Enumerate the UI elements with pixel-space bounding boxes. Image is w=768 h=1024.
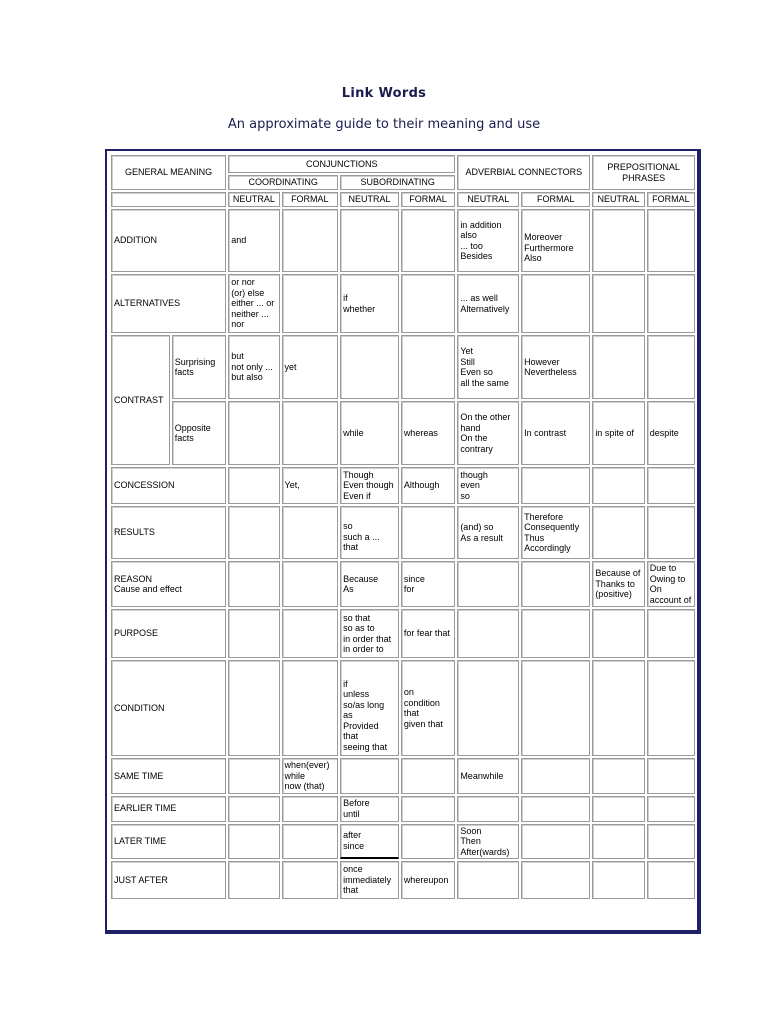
cell-prep-formal: despite xyxy=(647,401,695,465)
cell-sub-neutral: while xyxy=(340,401,399,465)
row-label-purpose: PURPOSE xyxy=(111,609,226,658)
cell-prep-formal xyxy=(647,467,695,504)
header-general-meaning: GENERAL MEANING xyxy=(111,155,226,190)
cell-coord-formal: Yet, xyxy=(282,467,339,504)
cell-prep-neutral xyxy=(592,335,644,399)
cell-sub-neutral xyxy=(340,335,399,399)
cell-prep-formal xyxy=(647,274,695,333)
cell-adv-neutral: Soon Then After(wards) xyxy=(457,824,519,860)
header-neutral: NEUTRAL xyxy=(228,192,279,207)
cell-adv-neutral xyxy=(457,796,519,822)
cell-adv-neutral: Meanwhile xyxy=(457,758,519,794)
header-adverbial-connectors: ADVERBIAL CONNECTORS xyxy=(457,155,590,190)
table-row xyxy=(111,660,695,756)
table-row xyxy=(111,609,695,658)
cell-sub-formal xyxy=(401,335,456,399)
row-label-contrast: CONTRAST xyxy=(111,335,170,465)
cell-sub-neutral: Because As xyxy=(340,561,399,607)
cell-sub-neutral: so that so as to in order that in order to xyxy=(340,609,399,658)
cell-sub-formal: Although xyxy=(401,467,456,504)
cell-adv-neutral: ... as well Alternatively xyxy=(457,274,519,333)
cell-sub-neutral: Though Even though Even if xyxy=(340,467,399,504)
cell-coord-neutral xyxy=(228,561,279,607)
cell-sub-formal xyxy=(401,758,456,794)
cell-adv-formal: Therefore Consequently Thus Accordingly xyxy=(521,506,590,559)
cell-coord-neutral xyxy=(228,796,279,822)
table-row xyxy=(111,209,695,272)
cell-sub-neutral: after since xyxy=(340,824,399,860)
cell-coord-formal xyxy=(282,861,339,899)
cell-coord-neutral xyxy=(228,506,279,559)
cell-coord-neutral xyxy=(228,758,279,794)
header-neutral: NEUTRAL xyxy=(340,192,399,207)
cell-sub-formal xyxy=(401,209,456,272)
cell-coord-neutral: or nor (or) else either ... or neither ... nor xyxy=(228,274,279,333)
row-label-results: RESULTS xyxy=(111,506,226,559)
cell-prep-neutral xyxy=(592,209,644,272)
table-row xyxy=(111,335,695,399)
table-row xyxy=(111,274,695,333)
cell-prep-neutral xyxy=(592,796,644,822)
cell-coord-neutral xyxy=(228,401,279,465)
cell-adv-formal: However Nevertheless xyxy=(521,335,590,399)
header-formal: FORMAL xyxy=(282,192,339,207)
cell-sub-neutral: so such a ... that xyxy=(340,506,399,559)
cell-prep-neutral: in spite of xyxy=(592,401,644,465)
cell-sub-formal: whereas xyxy=(401,401,456,465)
cell-sub-formal: whereupon xyxy=(401,861,456,899)
link-words-table-frame xyxy=(105,149,701,934)
cell-coord-formal: when(ever) while now (that) xyxy=(282,758,339,794)
cell-prep-formal xyxy=(647,660,695,756)
cell-coord-neutral xyxy=(228,824,279,860)
table-row xyxy=(111,561,695,607)
cell-adv-neutral: (and) so As a result xyxy=(457,506,519,559)
cell-adv-neutral xyxy=(457,609,519,658)
header-formal: FORMAL xyxy=(401,192,456,207)
table-row xyxy=(111,861,695,899)
cell-prep-neutral xyxy=(592,274,644,333)
cell-prep-neutral xyxy=(592,824,644,860)
cell-adv-formal xyxy=(521,861,590,899)
cell-adv-formal xyxy=(521,561,590,607)
row-label-reason: REASON Cause and effect xyxy=(111,561,226,607)
cell-adv-formal xyxy=(521,796,590,822)
cell-adv-formal xyxy=(521,660,590,756)
cell-adv-neutral xyxy=(457,660,519,756)
cell-coord-neutral xyxy=(228,467,279,504)
cell-adv-neutral xyxy=(457,561,519,607)
cell-prep-formal xyxy=(647,209,695,272)
cell-adv-formal: Moreover Furthermore Also xyxy=(521,209,590,272)
cell-sub-neutral: Before until xyxy=(340,796,399,822)
cell-prep-neutral xyxy=(592,609,644,658)
header-neutral: NEUTRAL xyxy=(457,192,519,207)
header-neutral: NEUTRAL xyxy=(592,192,644,207)
cell-adv-neutral: On the other hand On the contrary xyxy=(457,401,519,465)
cell-sub-neutral xyxy=(340,758,399,794)
cell-prep-formal xyxy=(647,796,695,822)
cell-sub-neutral xyxy=(340,209,399,272)
cell-sub-neutral: if whether xyxy=(340,274,399,333)
cell-prep-formal xyxy=(647,609,695,658)
table-row xyxy=(111,401,695,465)
cell-adv-neutral: Yet Still Even so all the same xyxy=(457,335,519,399)
cell-sub-formal: on condition that given that xyxy=(401,660,456,756)
cell-sub-formal: since for xyxy=(401,561,456,607)
cell-prep-neutral xyxy=(592,758,644,794)
cell-prep-formal xyxy=(647,506,695,559)
cell-prep-neutral xyxy=(592,861,644,899)
header-blank xyxy=(111,192,226,207)
table-row xyxy=(111,467,695,504)
cell-prep-formal xyxy=(647,861,695,899)
cell-adv-formal xyxy=(521,824,590,860)
link-words-table xyxy=(109,153,697,901)
row-label-condition: CONDITION xyxy=(111,660,226,756)
cell-coord-neutral: but not only ... but also xyxy=(228,335,279,399)
cell-coord-neutral xyxy=(228,660,279,756)
header-formal: FORMAL xyxy=(521,192,590,207)
row-sublabel-surprising-facts: Surprising facts xyxy=(172,335,227,399)
cell-prep-formal xyxy=(647,335,695,399)
cell-sub-formal xyxy=(401,796,456,822)
row-label-concession: CONCESSION xyxy=(111,467,226,504)
header-prepositional-phrases: PREPOSITIONAL PHRASES xyxy=(592,155,695,190)
cell-prep-neutral: Because of Thanks to (positive) xyxy=(592,561,644,607)
table-row xyxy=(111,506,695,559)
cell-coord-formal xyxy=(282,274,339,333)
cell-prep-neutral xyxy=(592,660,644,756)
cell-adv-neutral: though even so xyxy=(457,467,519,504)
cell-adv-formal xyxy=(521,467,590,504)
table-row xyxy=(111,824,695,860)
cell-prep-formal xyxy=(647,824,695,860)
cell-coord-formal xyxy=(282,401,339,465)
row-label-same-time: SAME TIME xyxy=(111,758,226,794)
cell-prep-neutral xyxy=(592,467,644,504)
row-label-earlier-time: EARLIER TIME xyxy=(111,796,226,822)
cell-coord-formal xyxy=(282,660,339,756)
cell-adv-formal: In contrast xyxy=(521,401,590,465)
header-formal: FORMAL xyxy=(647,192,695,207)
cell-sub-neutral: if unless so/as long as Provided that seeing that xyxy=(340,660,399,756)
cell-sub-neutral: once immediately that xyxy=(340,861,399,899)
cell-coord-formal xyxy=(282,209,339,272)
cell-coord-neutral xyxy=(228,609,279,658)
cell-coord-formal xyxy=(282,506,339,559)
row-label-later-time: LATER TIME xyxy=(111,824,226,860)
cell-prep-formal xyxy=(647,758,695,794)
header-coordinating: COORDINATING xyxy=(228,175,338,190)
cell-coord-formal: yet xyxy=(282,335,339,399)
cell-adv-formal xyxy=(521,758,590,794)
cell-coord-neutral: and xyxy=(228,209,279,272)
cell-coord-formal xyxy=(282,561,339,607)
cell-adv-neutral xyxy=(457,861,519,899)
cell-prep-formal: Due to Owing to On account of xyxy=(647,561,695,607)
cell-sub-formal xyxy=(401,274,456,333)
cell-coord-formal xyxy=(282,609,339,658)
row-sublabel-opposite-facts: Opposite facts xyxy=(172,401,227,465)
cell-sub-formal: for fear that xyxy=(401,609,456,658)
cell-adv-neutral: in addition also ... too Besides xyxy=(457,209,519,272)
cell-sub-formal xyxy=(401,506,456,559)
cell-adv-formal xyxy=(521,609,590,658)
cell-prep-neutral xyxy=(592,506,644,559)
row-label-alternatives: ALTERNATIVES xyxy=(111,274,226,333)
header-subordinating: SUBORDINATING xyxy=(340,175,455,190)
table-row xyxy=(111,758,695,794)
cell-coord-neutral xyxy=(228,861,279,899)
page-subtitle: An approximate guide to their meaning and use xyxy=(227,117,541,132)
row-label-just-after: JUST AFTER xyxy=(111,861,226,899)
cell-coord-formal xyxy=(282,824,339,860)
cell-coord-formal xyxy=(282,796,339,822)
table-row xyxy=(111,796,695,822)
cell-sub-formal xyxy=(401,824,456,860)
cell-adv-formal xyxy=(521,274,590,333)
page-title: Link Words xyxy=(341,86,427,101)
header-conjunctions: CONJUNCTIONS xyxy=(228,155,455,173)
row-label-addition: ADDITION xyxy=(111,209,226,272)
